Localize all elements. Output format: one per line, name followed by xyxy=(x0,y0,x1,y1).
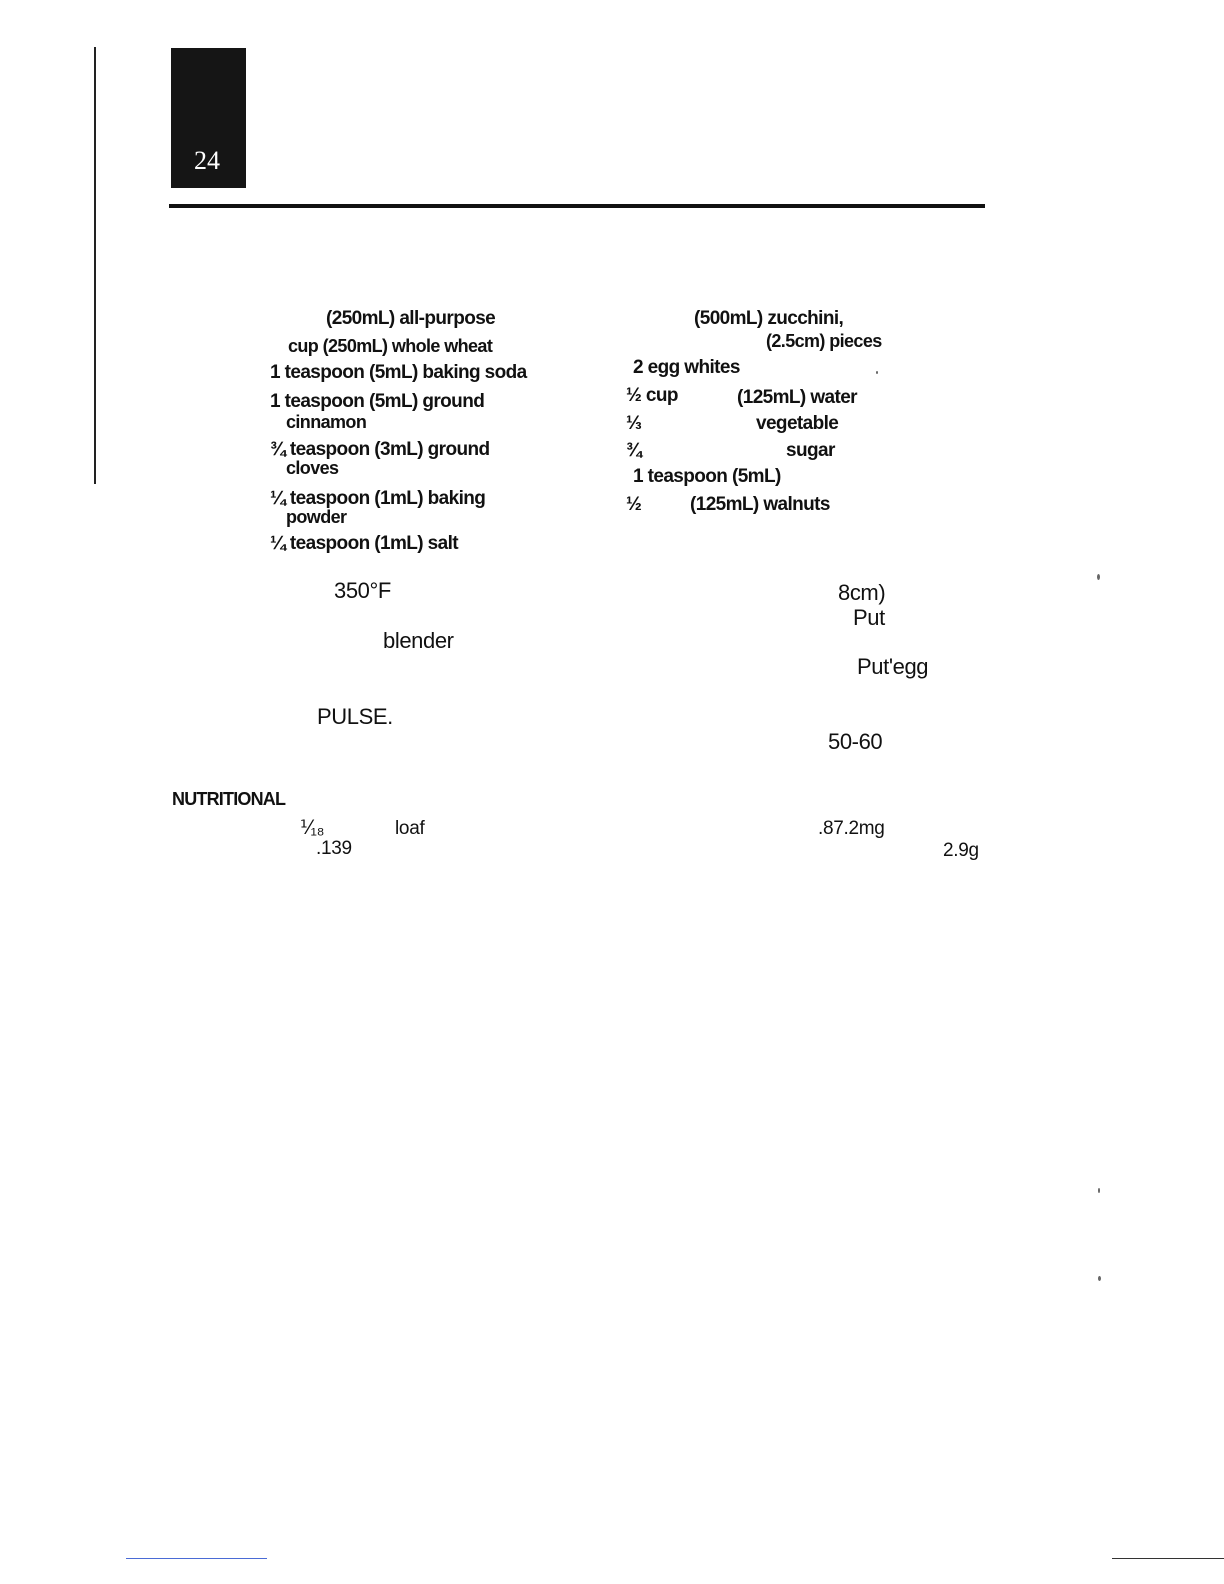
ingredient-line: 1 teaspoon (5mL) baking soda xyxy=(270,362,527,383)
nutrition-heading: NUTRITIONAL xyxy=(172,789,286,809)
direction-word: 8cm) xyxy=(838,580,886,605)
ingredient-line: cup (250mL) whole wheat xyxy=(288,336,493,356)
ingredient-line: ¼ teaspoon (1mL) baking xyxy=(270,488,486,509)
direction-word: PULSE. xyxy=(317,704,393,729)
nutrition-fat: 2.9g xyxy=(943,840,979,861)
nutrition-serving-fraction: ⅟₁₈ xyxy=(300,818,325,839)
direction-word: 350°F xyxy=(334,578,391,603)
ingredient-line: ⅓ xyxy=(626,413,642,434)
scan-speck xyxy=(1097,574,1100,580)
scan-speck xyxy=(1098,1188,1100,1193)
ingredient-line: ¼ teaspoon (1mL) salt xyxy=(270,533,458,554)
ingredient-line: ¾ teaspoon (3mL) ground xyxy=(270,439,490,460)
page-number: 24 xyxy=(194,146,220,175)
ingredient-line: vegetable xyxy=(756,413,839,434)
footer-rule-right xyxy=(1112,1558,1224,1559)
ingredient-line: (500mL) zucchini, xyxy=(694,308,844,329)
ingredient-line: (125mL) water xyxy=(737,387,857,408)
footer-rule-left xyxy=(126,1558,267,1559)
ingredient-line: powder xyxy=(286,507,347,527)
ingredient-line: ¾ xyxy=(626,440,642,461)
header-rule xyxy=(169,204,985,208)
ingredient-line: ½ cup xyxy=(626,385,678,406)
scan-speck xyxy=(1098,1276,1101,1281)
ingredient-line: sugar xyxy=(786,440,835,461)
ingredient-line: cinnamon xyxy=(286,412,367,432)
ingredient-line: ½ xyxy=(626,494,642,515)
left-margin-rule xyxy=(94,47,96,484)
ingredient-line: 1 teaspoon (5mL) xyxy=(633,466,781,487)
direction-word: blender xyxy=(383,628,454,653)
nutrition-serving-unit: loaf xyxy=(395,818,425,839)
ingredient-line: cloves xyxy=(286,458,339,478)
direction-word: 50-60 xyxy=(828,729,883,754)
direction-word: Put xyxy=(853,605,885,630)
ingredient-line: 2 egg whites xyxy=(633,357,740,378)
nutrition-calories: .139 xyxy=(316,838,352,859)
scan-speck xyxy=(876,371,878,374)
ingredient-line: (125mL) walnuts xyxy=(690,494,830,515)
ingredient-line: (2.5cm) pieces xyxy=(766,331,882,351)
ingredient-line: (250mL) all-purpose xyxy=(326,308,496,329)
ingredient-line: 1 teaspoon (5mL) ground xyxy=(270,391,485,412)
nutrition-sodium: .87.2mg xyxy=(818,818,885,839)
direction-word: Put'egg xyxy=(857,654,929,679)
